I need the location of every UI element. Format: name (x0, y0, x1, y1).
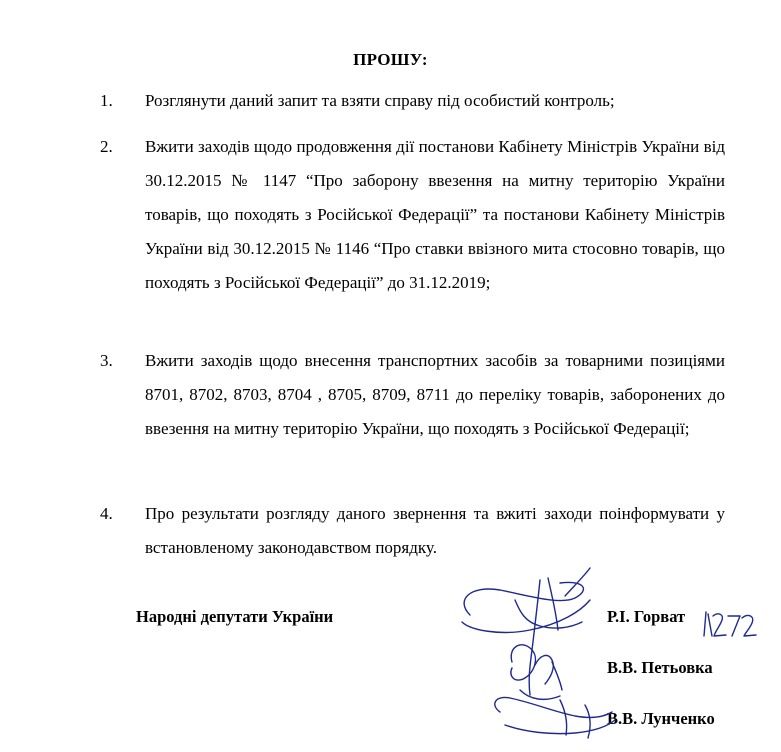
list-item-3 (100, 344, 725, 446)
signers-label: Народні депутати України (136, 607, 334, 626)
signer-name-2: В.В. Петьовка (607, 658, 713, 677)
signer-name-3: В.В. Лунченко (607, 709, 715, 728)
signer-name-1: Р.І. Горват (607, 607, 686, 626)
list-item-text: Вжити заходів щодо внесення транспортних засобів за товарними позиціями 8701, 8702, 8703, 8704 , 8705, 8709, 8711 до переліку товарів, заборонених до ввезення на митну територію України, що походять з Російської Федерації; (145, 351, 725, 438)
list-item-4 (100, 497, 725, 565)
list-item-number: 1. (100, 91, 113, 110)
list-item-2 (100, 130, 725, 300)
list-item-number: 4. (100, 504, 113, 523)
list-item-number: 3. (100, 351, 113, 370)
document-heading: ПРОШУ: (353, 50, 428, 69)
list-item-text: Вжити заходів щодо продовження дії постанови Кабінету Міністрів України від 30.12.2015 № 1147 “Про заборону ввезення на митну територію України товарів, що походять з Російської Федерації” та постанови Кабінету Міністрів України від 30.12.2015 № 1146 “Про ставки ввізного мита стосовно товарів, що походять з Російської Федерації” до 31.12.2019; (145, 137, 725, 292)
list-item-1 (100, 84, 725, 118)
list-item-number: 2. (100, 137, 113, 156)
list-item-text: Про результати розгляду даного звернення та вжиті заходи поінформувати у встановленому законодавством порядку. (145, 504, 725, 557)
list-item-text: Розглянути даний запит та взяти справу під особистий контроль; (145, 91, 615, 110)
